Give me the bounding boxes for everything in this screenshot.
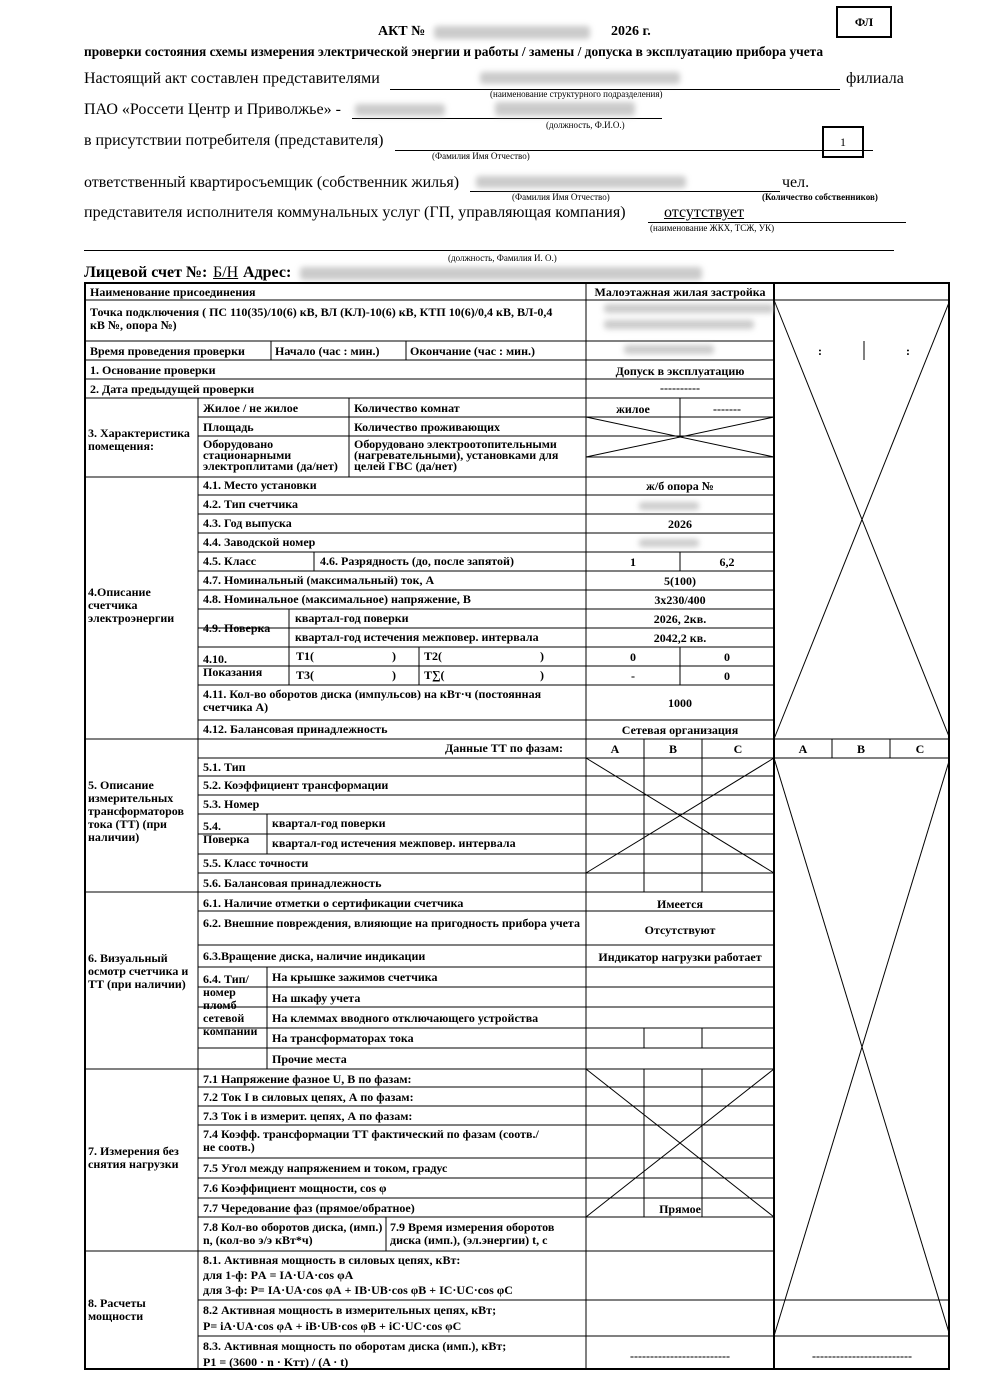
- row-62-label: 6.2. Внешние повреждения, влияющие на пригодность прибора учета: [203, 916, 580, 930]
- section-8-label: 8. Расчеты мощности: [88, 1296, 146, 1323]
- row-49a-value: 2026, 2кв.: [653, 612, 707, 626]
- provider-value: отсутствует: [664, 204, 745, 221]
- row-83-dots-2: -------------------------: [812, 1349, 912, 1363]
- section-7-label: 7. Измерения без снятия нагрузки: [88, 1144, 179, 1171]
- row-83-label: 8.3. Активная мощность по оборотам диска (имп.), кВт;: [203, 1339, 507, 1353]
- row-412-label: 4.12. Балансовая принадлежность: [203, 722, 388, 736]
- tsum-value: 0: [724, 669, 730, 683]
- redacted-division: [480, 72, 680, 84]
- act-year: 2026 г.: [611, 24, 651, 39]
- row-75-label: 7.5 Угол между напряжением и током, градус: [203, 1161, 448, 1175]
- section-3-label: 3. Характеристика помещения:: [88, 426, 190, 453]
- row-41-label: 4.1. Место установки: [203, 478, 317, 492]
- row-44-label: 4.4. Заводской номер: [203, 535, 316, 549]
- row-49-label: 4.9. Поверка: [203, 621, 271, 635]
- row-time-label: Время проведения проверки: [90, 344, 245, 358]
- row-3b-value: -------: [713, 402, 741, 416]
- address-label: Адрес:: [243, 264, 292, 281]
- row-47-value: 5(100): [664, 574, 696, 588]
- row-45-value: 1: [630, 555, 636, 569]
- row-42-label: 4.2. Тип счетчика: [203, 497, 299, 511]
- redacted-name: [495, 102, 635, 116]
- phase-a-2: А: [798, 742, 808, 756]
- phase-b-1: В: [668, 742, 677, 756]
- act-subtitle: проверки состояния схемы измерения электрической энергии и работы / замены / допуска в эксплуатацию прибора учета: [84, 44, 824, 59]
- redacted-position: [355, 104, 445, 116]
- row-1-value: Допуск в эксплуатацию: [615, 364, 745, 378]
- t1-value: 0: [630, 650, 636, 664]
- company-label: ПАО «Россети Центр и Приволжье» -: [84, 101, 341, 118]
- row-76-label: 7.6 Коэффициент мощности, cos φ: [203, 1181, 387, 1195]
- redacted-meter-type: [639, 502, 699, 510]
- row-64d-label: На трансформаторах тока: [272, 1031, 414, 1045]
- row-name-label: Наименование присоединения: [90, 285, 256, 299]
- row-47-label: 4.7. Номинальный (максимальный) ток, А: [203, 573, 435, 587]
- row-64c-label: На клеммах вводного отключающего устройства: [272, 1011, 539, 1025]
- note-position-fio: (должность, Фамилия И. О.): [448, 253, 557, 263]
- row-54b-label: квартал-год истечения межповер. интервала: [272, 836, 516, 850]
- row-43-label: 4.3. Год выпуска: [203, 516, 292, 530]
- row-61-value: Имеется: [656, 897, 704, 911]
- row-56-label: 5.6. Балансовая принадлежность: [203, 876, 382, 890]
- row-end-label: Окончание (час : мин.): [410, 344, 536, 358]
- section-5-label: 5. Описание измерительных трансформаторов тока (ТТ) (при наличии): [88, 778, 184, 844]
- row-3e-label: Оборудовано стационарными электроплитами (да/нет): [203, 437, 338, 473]
- row-61-label: 6.1. Наличие отметки о сертификации счетчика: [203, 896, 464, 910]
- note-owners-count: (Количество собственников): [762, 192, 878, 202]
- row-77-label: 7.7 Чередование фаз (прямое/обратное): [203, 1201, 415, 1215]
- row-48-value: 3х230/400: [654, 593, 706, 607]
- row-62-value: Отсутствуют: [644, 923, 716, 937]
- row-64-label: 6.4. Тип/ номер пломб сетевой компании: [203, 972, 258, 1038]
- row-81-label: 8.1. Активная мощность в силовых цепях, кВт:: [203, 1253, 461, 1267]
- fl-badge: ФЛ: [836, 6, 892, 38]
- redacted-point-2: [604, 320, 754, 329]
- row-81b-label: для 3-ф: P= IА·UА·cos φА + IВ·UВ·cos φВ + IС·UС·cos φС: [203, 1283, 513, 1297]
- redacted-act-number: [434, 26, 590, 39]
- act-title: АКТ №: [378, 24, 426, 39]
- row-79-label: 7.9 Время измерения оборотов диска (имп.), (эл.энергии) t, с: [390, 1220, 555, 1247]
- t1-paren: ): [392, 649, 396, 663]
- section-4-label: 4.Описание счетчика электроэнергии: [88, 585, 175, 625]
- row-71-label: 7.1 Напряжение фазное U, В по фазам:: [203, 1072, 412, 1086]
- row-3c-label: Площадь: [203, 420, 254, 434]
- row-name-value: Малоэтажная жилая застройка: [594, 285, 766, 299]
- row-55-label: 5.5. Класс точности: [203, 856, 309, 870]
- inspection-form: [84, 282, 950, 1370]
- row-52-label: 5.2. Коэффициент трансформации: [203, 778, 389, 792]
- row-73-label: 7.3 Ток i в измерит. цепях, А по фазам:: [203, 1109, 413, 1123]
- t2-label: Т2(: [424, 649, 442, 663]
- tt-phases-label: Данные ТТ по фазам:: [445, 741, 563, 755]
- t3-label: Т3(: [296, 668, 314, 682]
- row-point-label: Точка подключения ( ПС 110(35)/10(6) кВ, ВЛ (КЛ)-10(6) кВ, КТП 10(6)/0,4 кВ, ВЛ-0,4 кВ №, опора №): [90, 305, 553, 332]
- row-3f-label: Оборудовано электроотопительными (нагревательными), установками для целей ГВС (да/нет): [354, 437, 559, 473]
- row-412-value: Сетевая организация: [621, 723, 739, 737]
- row-49b-value: 2042,2 кв.: [653, 631, 707, 645]
- row-46-label: 4.6. Разрядность (до, после запятой): [320, 554, 514, 568]
- row-53-label: 5.3. Номер: [203, 797, 260, 811]
- row-45-label: 4.5. Класс: [203, 554, 257, 568]
- row-48-label: 4.8. Номинальное (максимальное) напряжение, В: [203, 592, 471, 606]
- row-51-label: 5.1. Тип: [203, 760, 246, 774]
- phase-c-2: С: [915, 742, 925, 756]
- intro-label: Настоящий акт составлен представителями: [84, 70, 380, 87]
- phase-b-2: В: [856, 742, 865, 756]
- row-83a-label: P1 = (3600 · n · Kтт) / (A · t): [203, 1355, 349, 1369]
- row-83-dots-1: -------------------------: [630, 1349, 730, 1363]
- t2-paren: ): [540, 649, 544, 663]
- row-46-value: 6,2: [719, 555, 735, 569]
- row-64b-label: На шкафу учета: [272, 991, 361, 1005]
- row-2-label: 2. Дата предыдущей проверки: [90, 382, 255, 396]
- redacted-serial: [639, 539, 699, 547]
- row-3b-label: Количество комнат: [354, 401, 460, 415]
- row-start-label: Начало (час : мин.): [275, 344, 380, 358]
- row-1-label: 1. Основание проверки: [90, 363, 216, 377]
- row-82a-label: P= iА·UА·cos φА + iВ·UВ·cos φВ + iС·UС·cos φС: [203, 1319, 462, 1333]
- note-position: (должность, Ф.И.О.): [546, 120, 625, 130]
- row-81a-label: для 1-ф: PА = IА·UА·cos φА: [203, 1268, 354, 1282]
- row-411-value: 1000: [668, 696, 692, 710]
- row-411-label: 4.11. Кол-во оборотов диска (импульсов) на кВт·ч (постоянная счетчика А): [203, 687, 542, 714]
- phase-a-1: А: [610, 742, 620, 756]
- row-54a-label: квартал-год поверки: [272, 816, 386, 830]
- redacted-point-1: [604, 304, 774, 313]
- row-3a-value: жилое: [616, 402, 650, 416]
- t2-value: 0: [724, 650, 730, 664]
- branch-suffix: филиала: [846, 70, 904, 87]
- t3-paren: ): [392, 668, 396, 682]
- row-43-value: 2026: [668, 517, 692, 531]
- account-value: Б/Н: [213, 264, 239, 281]
- row-78-label: 7.8 Кол-во оборотов диска, (имп.) n, (кол-во э/э кВт*ч): [203, 1220, 383, 1247]
- row-74-label: 7.4 Коэфф. трансформации ТТ фактический по фазам (соотв./не соотв.): [203, 1127, 539, 1154]
- row-77-value: Прямое: [659, 1202, 701, 1216]
- row-3d-label: Количество проживающих: [354, 420, 501, 434]
- redacted-time: [624, 345, 714, 354]
- note-fio1: (Фамилия Имя Отчество): [432, 151, 530, 161]
- row-64e-label: Прочие места: [272, 1052, 347, 1066]
- row-410-label: 4.10. Показания: [203, 652, 263, 679]
- people-suffix: чел.: [782, 174, 810, 191]
- row-2-value: ----------: [660, 381, 700, 395]
- redacted-address: [300, 267, 702, 280]
- row-63-value: Индикатор нагрузки работает: [598, 950, 762, 964]
- row-49b-label: квартал-год истечения межповер. интервала: [295, 630, 539, 644]
- redacted-owner: [476, 176, 686, 188]
- row-54-label: 5.4. Поверка: [203, 819, 250, 846]
- time-colon-1: :: [818, 344, 822, 358]
- row-41-value: ж/б опора №: [646, 479, 714, 493]
- note-fio2: (Фамилия Имя Отчество): [512, 192, 610, 202]
- time-colon-2: :: [906, 344, 910, 358]
- section-6-label: 6. Визуальный осмотр счетчика и ТТ (при наличии): [88, 951, 189, 991]
- tsum-paren: ): [540, 668, 544, 682]
- tsum-label: Т∑(: [424, 668, 445, 682]
- row-72-label: 7.2 Ток I в силовых цепях, А по фазам:: [203, 1090, 414, 1104]
- phase-c-1: С: [733, 742, 743, 756]
- row-3a-label: Жилое / не жилое: [203, 401, 299, 415]
- provider-label: представителя исполнителя коммунальных услуг (ГП, управляющая компания): [84, 204, 626, 221]
- row-64a-label: На крышке зажимов счетчика: [272, 970, 438, 984]
- note-division: (наименование структурного подразделения): [490, 89, 663, 99]
- owners-count-box: 1: [822, 126, 864, 158]
- account-label: Лицевой счет №:: [84, 264, 208, 281]
- row-49a-label: квартал-год поверки: [295, 611, 409, 625]
- row-63-label: 6.3.Вращение диска, наличие индикации: [203, 949, 426, 963]
- consumer-label: в присутствии потребителя (представителя): [84, 132, 384, 149]
- t1-label: Т1(: [296, 649, 314, 663]
- owner-label: ответственный квартиросъемщик (собственник жилья): [84, 174, 460, 191]
- row-82-label: 8.2 Активная мощность в измерительных цепях, кВт;: [203, 1303, 497, 1317]
- note-provider: (наименование ЖКХ, ТСЖ, УК): [650, 223, 775, 233]
- t3-value: -: [631, 669, 635, 683]
